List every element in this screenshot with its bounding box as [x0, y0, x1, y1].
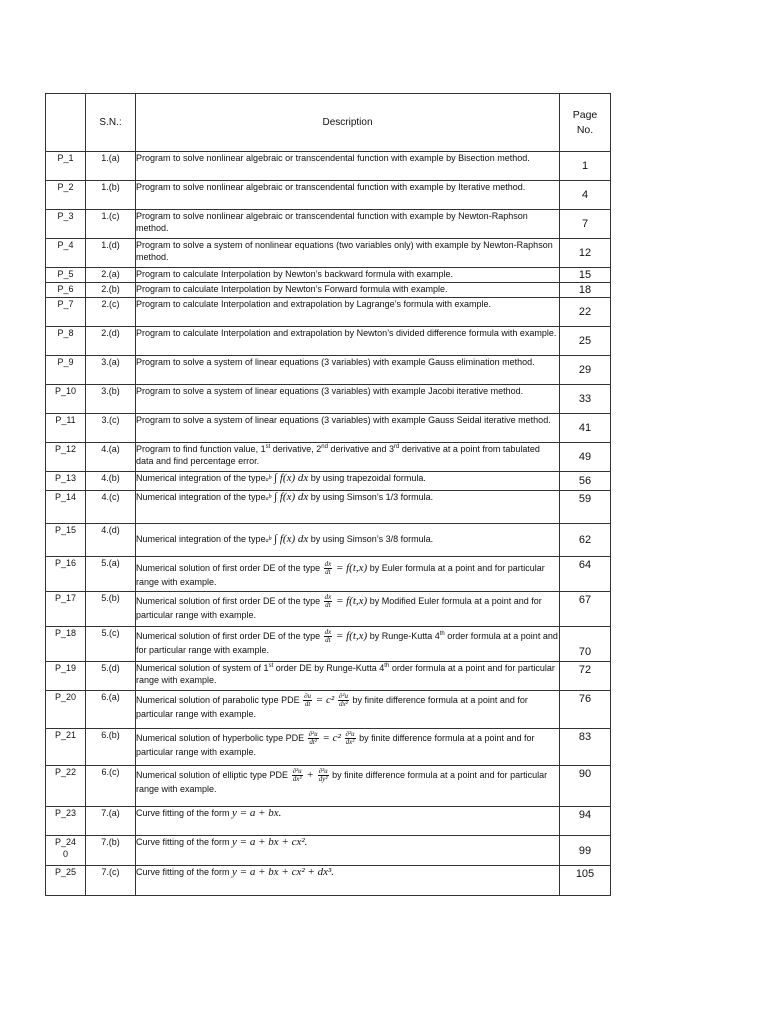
formula: y = a + bx + cx². — [232, 836, 308, 848]
description: Program to calculate Interpolation by Newton’s Forward formula with example. — [136, 283, 560, 298]
description — [136, 836, 560, 866]
serial-number: 1.(b) — [86, 181, 136, 210]
program-id: P_23 — [46, 807, 86, 836]
desc-text: derivative, 2 — [270, 444, 322, 454]
desc-text: by Runge-Kutta 4 — [367, 630, 440, 641]
header-row — [46, 94, 611, 152]
serial-number: 2.(c) — [86, 298, 136, 327]
page-number: 62 — [560, 524, 611, 557]
fraction-numerator: ∂u — [304, 692, 312, 700]
desc-text: derivative at a point from tabulated data and find percentage error. — [136, 444, 540, 466]
fraction-numerator: dx — [324, 593, 332, 601]
description: Program to solve a system of linear equations (3 variables) with example Gauss elimination method. — [136, 356, 560, 385]
fraction-denominator: dx² — [339, 700, 348, 708]
serial-number: 7.(c) — [86, 866, 136, 896]
program-id: P_1 — [46, 152, 86, 181]
fraction-denominator: dx² — [345, 738, 355, 746]
table-row — [46, 152, 611, 181]
serial-number: 1.(d) — [86, 239, 136, 268]
limit-a: a — [265, 477, 269, 483]
fraction-numerator: ∂²u — [292, 767, 302, 775]
page-number: 59 — [560, 491, 611, 524]
desc-text: order formula at a point and for particular range with example. — [136, 663, 555, 685]
desc-text: by using Simson’s 3/8 formula. — [308, 534, 434, 544]
description — [136, 766, 560, 807]
page-number: 49 — [560, 443, 611, 472]
superscript: th — [384, 663, 390, 669]
desc-text: Numerical integration of the type — [136, 534, 266, 544]
description: Program to calculate Interpolation by Newton’s backward formula with example. — [136, 268, 560, 283]
program-id: P_15 — [46, 524, 86, 557]
equation-text: = c² — [319, 731, 344, 744]
fraction — [308, 731, 319, 746]
table-row — [46, 283, 611, 298]
page-number: 15 — [560, 268, 611, 283]
serial-number: 2.(b) — [86, 283, 136, 298]
fraction-denominator: dx² — [292, 775, 302, 783]
desc-text: by finite difference formula at a point and for particular range with example. — [136, 769, 548, 794]
table-row — [46, 268, 611, 283]
table-row — [46, 472, 611, 491]
desc-text: Numerical integration of the type — [136, 473, 266, 483]
serial-number: 7.(b) — [86, 836, 136, 866]
program-id: P_13 — [46, 472, 86, 491]
desc-text: derivative and 3 — [327, 444, 395, 454]
serial-number: 2.(d) — [86, 327, 136, 356]
header-page-line2: No. — [576, 123, 594, 136]
program-id — [46, 836, 86, 866]
table-row — [46, 327, 611, 356]
description — [136, 866, 560, 896]
desc-text: by Euler formula at a point and for particular range with example. — [136, 562, 545, 587]
description: Program to solve nonlinear algebraic or transcendental function with example by Iterative method. — [136, 181, 560, 210]
description: Program to solve nonlinear algebraic or transcendental function with example by Bisection method. — [136, 152, 560, 181]
program-id: P_20 — [46, 691, 86, 729]
table-row — [46, 239, 611, 268]
serial-number: 3.(a) — [86, 356, 136, 385]
equation-text: + — [303, 768, 317, 781]
program-id: P_3 — [46, 210, 86, 239]
page-number: 99 — [560, 836, 611, 866]
desc-text: Curve fitting of the form — [136, 808, 233, 818]
page-number: 25 — [560, 327, 611, 356]
table-row — [46, 836, 611, 866]
fraction — [292, 768, 303, 783]
program-id: P_11 — [46, 414, 86, 443]
equation-text: = c² — [313, 693, 337, 706]
description — [136, 592, 560, 627]
page-number: 76 — [560, 691, 611, 729]
table-row — [46, 807, 611, 836]
contents-table — [45, 93, 611, 896]
fraction-numerator: ∂²u — [318, 767, 328, 775]
program-id-line2: 0 — [62, 849, 68, 859]
header-pid-cell — [46, 94, 86, 152]
serial-number: 5.(c) — [86, 627, 136, 662]
description — [136, 557, 560, 592]
program-id: P_5 — [46, 268, 86, 283]
superscript: th — [439, 630, 445, 637]
page-number: 64 — [560, 557, 611, 592]
serial-number: 5.(b) — [86, 592, 136, 627]
page-number: 18 — [560, 283, 611, 298]
desc-text: Numerical solution of system of 1 — [136, 663, 269, 673]
table-row — [46, 866, 611, 896]
desc-text: order DE by Runge-Kutta 4 — [273, 663, 385, 673]
integral-expression: ∫ f(x) dx — [274, 472, 309, 484]
serial-number: 4.(d) — [86, 524, 136, 557]
page-number: 33 — [560, 385, 611, 414]
table-row — [46, 181, 611, 210]
fraction-denominator: dt² — [309, 738, 317, 746]
page-number: 94 — [560, 807, 611, 836]
page-number: 1 — [560, 152, 611, 181]
table-row — [46, 729, 611, 766]
equation-text: = f(t,x) — [333, 561, 368, 574]
fraction — [324, 594, 333, 609]
description — [136, 472, 560, 491]
desc-text: by using Simson’s 1/3 formula. — [308, 492, 434, 502]
table-row — [46, 443, 611, 472]
fraction-numerator: dx — [324, 560, 332, 568]
table-row — [46, 766, 611, 807]
serial-number: 3.(b) — [86, 385, 136, 414]
page-number: 70 — [560, 627, 611, 662]
description: Program to calculate Interpolation and extrapolation by Newton’s divided difference formula with example. — [136, 327, 560, 356]
desc-text: Curve fitting of the form — [136, 867, 233, 877]
formula: y = a + bx + cx² + dx³. — [232, 866, 334, 878]
desc-text: Program to find function value, 1 — [136, 444, 266, 454]
fraction — [324, 629, 333, 644]
page-number: 7 — [560, 210, 611, 239]
superscript: st — [265, 444, 271, 450]
description: Program to solve a system of linear equations (3 variables) with example Gauss Seidal iterative method. — [136, 414, 560, 443]
serial-number: 6.(a) — [86, 691, 136, 729]
serial-number: 7.(a) — [86, 807, 136, 836]
integral-expression: ∫ f(x) dx — [274, 491, 309, 503]
description: Program to solve a system of linear equations (3 variables) with example Jacobi iterative method. — [136, 385, 560, 414]
formula: y = a + bx. — [232, 807, 282, 819]
fraction-numerator: ∂²u — [308, 730, 318, 738]
description: Program to solve nonlinear algebraic or transcendental function with example by Newton-Raphson method. — [136, 210, 560, 239]
description: Program to calculate Interpolation and extrapolation by Lagrange’s formula with example. — [136, 298, 560, 327]
fraction-numerator: ∂²u — [345, 730, 355, 738]
description — [136, 729, 560, 766]
fraction — [345, 731, 356, 746]
program-id: P_18 — [46, 627, 86, 662]
program-id: P_17 — [46, 592, 86, 627]
program-id: P_14 — [46, 491, 86, 524]
page-number: 29 — [560, 356, 611, 385]
serial-number: 4.(c) — [86, 491, 136, 524]
desc-text: Numerical solution of first order DE of the type — [136, 630, 323, 641]
description — [136, 491, 560, 524]
table-row — [46, 385, 611, 414]
fraction-denominator: dt — [304, 700, 311, 708]
fraction-numerator: dx — [324, 628, 332, 636]
program-id: P_4 — [46, 239, 86, 268]
serial-number: 6.(b) — [86, 729, 136, 766]
superscript: nd — [321, 444, 328, 450]
serial-number: 4.(a) — [86, 443, 136, 472]
table-row — [46, 524, 611, 557]
serial-number: 1.(c) — [86, 210, 136, 239]
fraction-denominator: dt — [325, 601, 331, 609]
table-row — [46, 662, 611, 691]
serial-number: 5.(a) — [86, 557, 136, 592]
page-number: 90 — [560, 766, 611, 807]
program-id: P_9 — [46, 356, 86, 385]
fraction-denominator: dt — [325, 568, 331, 576]
limit-b: b — [268, 536, 272, 542]
program-id: P_22 — [46, 766, 86, 807]
fraction — [324, 561, 333, 576]
header-sn: S.N.: — [86, 94, 136, 152]
table-row — [46, 414, 611, 443]
desc-text: order formula at a point and for particular range with example. — [136, 630, 558, 655]
table-row — [46, 691, 611, 729]
serial-number: 3.(c) — [86, 414, 136, 443]
page-number: 67 — [560, 592, 611, 627]
table-row — [46, 592, 611, 627]
program-id: P_2 — [46, 181, 86, 210]
page-number: 12 — [560, 239, 611, 268]
fraction — [338, 693, 349, 708]
table-row — [46, 298, 611, 327]
desc-text: Numerical solution of first order DE of the type — [136, 595, 323, 606]
description — [136, 807, 560, 836]
page-number: 22 — [560, 298, 611, 327]
serial-number: 2.(a) — [86, 268, 136, 283]
limit-b: b — [268, 475, 272, 481]
program-id: P_8 — [46, 327, 86, 356]
page-number: 105 — [560, 866, 611, 896]
description — [136, 627, 560, 662]
description: Program to solve a system of nonlinear equations (two variables only) with example by Newton-Raphson method. — [136, 239, 560, 268]
serial-number: 5.(d) — [86, 662, 136, 691]
desc-text: Numerical integration of the type — [136, 492, 266, 502]
description — [136, 662, 560, 691]
program-id: P_19 — [46, 662, 86, 691]
desc-text: by Modified Euler formula at a point and for particular range with example. — [136, 595, 542, 620]
page-number: 56 — [560, 472, 611, 491]
program-id: P_10 — [46, 385, 86, 414]
program-id: P_16 — [46, 557, 86, 592]
superscript: st — [268, 663, 274, 669]
limit-b: b — [268, 494, 272, 500]
desc-text: Numerical solution of elliptic type PDE — [136, 769, 291, 780]
limit-a: a — [265, 496, 269, 502]
equation-text: = f(t,x) — [333, 594, 368, 607]
desc-text: Numerical solution of parabolic type PDE — [136, 694, 303, 705]
header-description: Description — [136, 94, 560, 152]
fraction — [303, 693, 312, 708]
superscript: rd — [394, 444, 400, 450]
program-id: P_6 — [46, 283, 86, 298]
fraction-denominator: dy² — [318, 775, 328, 783]
serial-number: 4.(b) — [86, 472, 136, 491]
description — [136, 691, 560, 729]
serial-number: 1.(a) — [86, 152, 136, 181]
table-row — [46, 627, 611, 662]
desc-text: by using trapezoidal formula. — [308, 473, 426, 483]
fraction — [318, 768, 329, 783]
program-id: P_25 — [46, 866, 86, 896]
desc-text: Curve fitting of the form — [136, 837, 233, 847]
limit-a: a — [265, 538, 269, 544]
header-page-no — [560, 94, 611, 152]
integral-expression: ∫ f(x) dx — [274, 533, 309, 545]
serial-number: 6.(c) — [86, 766, 136, 807]
page-number: 72 — [560, 662, 611, 691]
table-row — [46, 356, 611, 385]
desc-text: Numerical solution of hyperbolic type PDE — [136, 732, 307, 743]
desc-text: by finite difference formula at a point and for particular range with example. — [136, 694, 528, 719]
program-id: P_21 — [46, 729, 86, 766]
description — [136, 524, 560, 557]
table-row — [46, 210, 611, 239]
desc-text: Numerical solution of first order DE of the type — [136, 562, 323, 573]
fraction-numerator: ∂²u — [338, 692, 348, 700]
page-number: 41 — [560, 414, 611, 443]
description — [136, 443, 560, 472]
table-row — [46, 491, 611, 524]
header-page-line1: Page — [572, 108, 598, 121]
table-row — [46, 557, 611, 592]
page-number: 83 — [560, 729, 611, 766]
equation-text: = f(t,x) — [333, 629, 368, 642]
page-number: 4 — [560, 181, 611, 210]
program-id: P_12 — [46, 443, 86, 472]
desc-text: by finite difference formula at a point and for particular range with example. — [136, 732, 535, 757]
program-id: P_7 — [46, 298, 86, 327]
fraction-denominator: dt — [325, 636, 331, 644]
program-id-line1: P_24 — [54, 837, 77, 847]
